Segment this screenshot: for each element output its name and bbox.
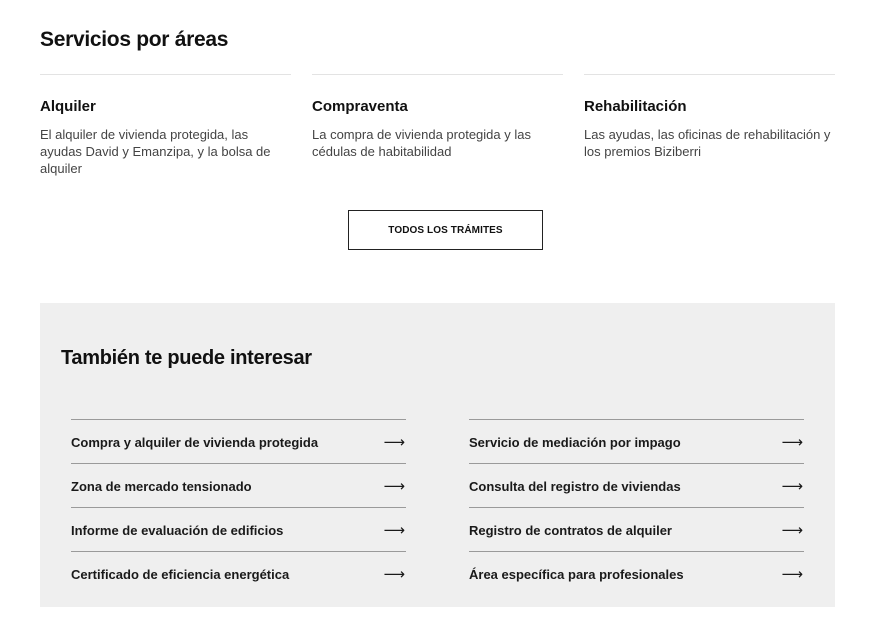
related-link-compra-alquiler[interactable] <box>71 419 406 463</box>
area-card-compraventa[interactable] <box>312 74 563 177</box>
area-title[interactable]: Alquiler <box>40 98 96 115</box>
area-card-rehabilitacion[interactable] <box>584 74 835 177</box>
area-description: El alquiler de vivienda protegida, las ayudas David y Emanzipa, y la bolsa de alquiler <box>40 127 271 176</box>
related-link-label[interactable]: Zona de mercado tensionado <box>71 479 252 494</box>
arrow-right-icon[interactable]: ⟶ <box>781 434 803 451</box>
related-link-area-profesionales[interactable] <box>469 551 804 595</box>
service-areas <box>40 74 835 177</box>
related-link-registro-viviendas[interactable] <box>469 463 804 507</box>
related-links-right-column <box>469 419 804 595</box>
area-description: La compra de vivienda protegida y las cédulas de habitabilidad <box>312 127 531 159</box>
arrow-right-icon[interactable]: ⟶ <box>383 434 405 451</box>
area-title[interactable]: Rehabilitación <box>584 98 687 115</box>
related-link-label[interactable]: Consulta del registro de viviendas <box>469 479 681 494</box>
section-title-services: Servicios por áreas <box>40 28 229 51</box>
related-link-label[interactable]: Registro de contratos de alquiler <box>469 523 672 538</box>
related-link-certificado-eficiencia[interactable] <box>71 551 406 595</box>
area-description: Las ayudas, las oficinas de rehabilitación y los premios Biziberri <box>584 127 831 159</box>
arrow-right-icon[interactable]: ⟶ <box>383 478 405 495</box>
related-links-left-column <box>71 419 406 595</box>
related-link-registro-contratos[interactable] <box>469 507 804 551</box>
arrow-right-icon[interactable]: ⟶ <box>383 566 405 583</box>
related-link-label[interactable]: Certificado de eficiencia energética <box>71 567 290 582</box>
related-link-mediacion-impago[interactable] <box>469 419 804 463</box>
arrow-right-icon[interactable]: ⟶ <box>781 566 803 583</box>
related-link-label[interactable]: Compra y alquiler de vivienda protegida <box>71 435 319 450</box>
related-link-label[interactable]: Informe de evaluación de edificios <box>71 523 284 538</box>
arrow-right-icon[interactable]: ⟶ <box>781 522 803 539</box>
area-card-alquiler[interactable] <box>40 74 291 177</box>
related-link-zona-mercado[interactable] <box>71 463 406 507</box>
related-link-label[interactable]: Servicio de mediación por impago <box>469 435 681 450</box>
section-title-interest: También te puede interesar <box>61 347 312 369</box>
related-links-panel <box>40 303 835 607</box>
related-link-informe-evaluacion[interactable] <box>71 507 406 551</box>
area-title[interactable]: Compraventa <box>312 98 408 115</box>
arrow-right-icon[interactable]: ⟶ <box>781 478 803 495</box>
related-link-label[interactable]: Área específica para profesionales <box>469 567 684 582</box>
all-procedures-button[interactable]: TODOS LOS TRÁMITES <box>348 210 543 250</box>
arrow-right-icon[interactable]: ⟶ <box>383 522 405 539</box>
